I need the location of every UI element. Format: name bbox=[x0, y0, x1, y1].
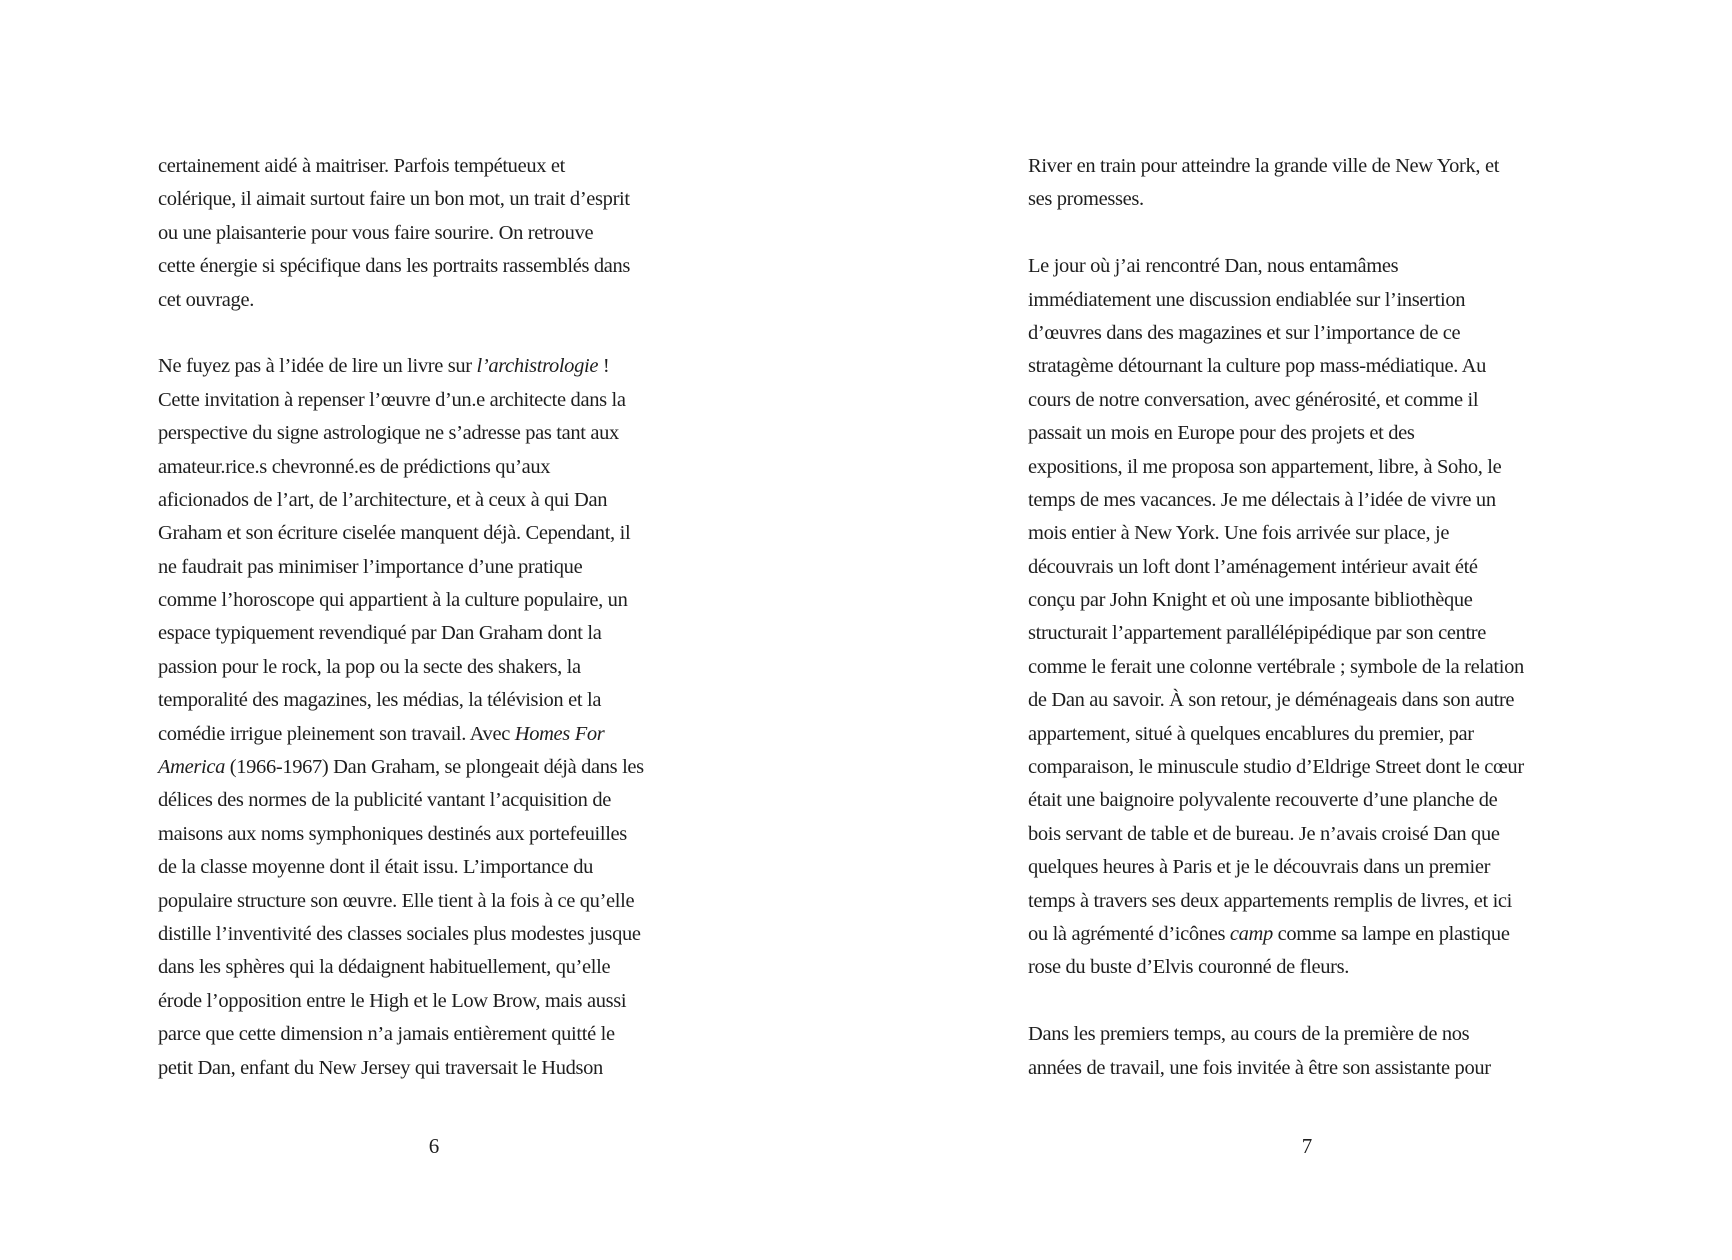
text-line bbox=[1028, 250, 1608, 283]
text: ne faudrait pas minimiser l’importance d’une pratique bbox=[158, 555, 583, 578]
text: comparaison, le minuscule studio d’Eldrige Street dont le cœur bbox=[1028, 756, 1524, 779]
italic-text: camp bbox=[1229, 922, 1273, 945]
italic-text: America bbox=[158, 756, 225, 779]
text: ou là agrémenté d’icônes bbox=[1028, 922, 1230, 945]
text-line bbox=[158, 684, 738, 717]
text-line bbox=[158, 150, 738, 183]
text-line bbox=[1028, 183, 1608, 216]
text: découvrais un loft dont l’aménagement intérieur avait été bbox=[1028, 555, 1478, 578]
text-line bbox=[1028, 384, 1608, 417]
text: perspective du signe astrologique ne s’adresse pas tant aux bbox=[158, 422, 619, 445]
text-line bbox=[158, 584, 738, 617]
text-line bbox=[1028, 517, 1608, 550]
right-page bbox=[866, 0, 1732, 1260]
text-line bbox=[158, 718, 738, 751]
text-line bbox=[158, 1052, 738, 1085]
text-line bbox=[158, 484, 738, 517]
text-line bbox=[1028, 350, 1608, 383]
text: quelques heures à Paris et je le découvrais dans un premier bbox=[1028, 856, 1491, 879]
text: conçu par John Knight et où une imposante bibliothèque bbox=[1028, 589, 1473, 612]
text: passion pour le rock, la pop ou la secte des shakers, la bbox=[158, 655, 581, 678]
paragraph bbox=[158, 350, 738, 1085]
text-line bbox=[1028, 918, 1608, 951]
text-line bbox=[1028, 617, 1608, 650]
text: River en train pour atteindre la grande ville de New York, et bbox=[1028, 155, 1500, 177]
text-line bbox=[158, 784, 738, 817]
text-line bbox=[1028, 784, 1608, 817]
text: passait un mois en Europe pour des projets et des bbox=[1028, 422, 1415, 445]
text-line bbox=[1028, 1052, 1608, 1085]
text-line bbox=[158, 551, 738, 584]
text: colérique, il aimait surtout faire un bon mot, un trait d’esprit bbox=[158, 188, 630, 211]
text: temps de mes vacances. Je me délectais à l’idée de vivre un bbox=[1028, 488, 1496, 511]
text-line bbox=[158, 851, 738, 884]
text-line bbox=[1028, 951, 1608, 984]
text-line bbox=[158, 617, 738, 650]
text: aficionados de l’art, de l’architecture, et à ceux à qui Dan bbox=[158, 488, 608, 511]
text: (1966-1967) Dan Graham, se plongeait déjà dans les bbox=[225, 756, 644, 779]
right-page-text bbox=[1028, 150, 1608, 1118]
text-line bbox=[1028, 584, 1608, 617]
text: temps à travers ses deux appartements remplis de livres, et ici bbox=[1028, 889, 1513, 912]
text: cet ouvrage. bbox=[158, 288, 254, 311]
paragraph bbox=[1028, 1018, 1608, 1085]
text-line bbox=[158, 417, 738, 450]
text: comme le ferait une colonne vertébrale ; symbole de la relation bbox=[1028, 655, 1524, 678]
text-line bbox=[1028, 651, 1608, 684]
text-line bbox=[1028, 317, 1608, 350]
text: Dans les premiers temps, au cours de la première de nos bbox=[1028, 1023, 1470, 1046]
text: ! bbox=[598, 355, 610, 378]
text: dans les sphères qui la dédaignent habituellement, qu’elle bbox=[158, 956, 611, 979]
text: temporalité des magazines, les médias, la télévision et la bbox=[158, 689, 602, 712]
text: était une baignoire polyvalente recouverte d’une planche de bbox=[1028, 789, 1498, 812]
text: ou une plaisanterie pour vous faire sourire. On retrouve bbox=[158, 221, 594, 244]
text: années de travail, une fois invitée à être son assistante pour bbox=[1028, 1056, 1491, 1079]
text-line bbox=[1028, 1018, 1608, 1051]
page-number: 6 bbox=[428, 1134, 440, 1158]
text: Cette invitation à repenser l’œuvre d’un.e architecte dans la bbox=[158, 388, 626, 411]
page-number: 7 bbox=[1301, 1134, 1313, 1158]
left-page-text bbox=[158, 150, 738, 1118]
paragraph bbox=[158, 150, 738, 317]
text: appartement, situé à quelques encablures du premier, par bbox=[1028, 722, 1474, 745]
text-line bbox=[158, 951, 738, 984]
text: rose du buste d’Elvis couronné de fleurs. bbox=[1028, 956, 1349, 979]
text: ses promesses. bbox=[1028, 188, 1144, 211]
text: délices des normes de la publicité vantant l’acquisition de bbox=[158, 789, 611, 812]
text-line bbox=[158, 284, 738, 317]
text-line bbox=[1028, 551, 1608, 584]
text: érode l’opposition entre le High et le Low Brow, mais aussi bbox=[158, 989, 627, 1012]
text: de Dan au savoir. À son retour, je déménageais dans son autre bbox=[1028, 689, 1515, 712]
text: immédiatement une discussion endiablée sur l’insertion bbox=[1028, 288, 1466, 311]
italic-text: l’archistrologie bbox=[476, 355, 599, 378]
text-line bbox=[1028, 417, 1608, 450]
text-line bbox=[1028, 284, 1608, 317]
text-line bbox=[158, 250, 738, 283]
text-line bbox=[1028, 885, 1608, 918]
text-line bbox=[1028, 851, 1608, 884]
text: stratagème détournant la culture pop mass-médiatique. Au bbox=[1028, 355, 1487, 378]
text-line bbox=[158, 818, 738, 851]
text: mois entier à New York. Une fois arrivée sur place, je bbox=[1028, 522, 1450, 545]
text-line bbox=[158, 350, 738, 383]
text: de la classe moyenne dont il était issu. L’importance du bbox=[158, 856, 594, 879]
text-line bbox=[158, 1018, 738, 1051]
text: espace typiquement revendiqué par Dan Graham dont la bbox=[158, 622, 602, 645]
text: cette énergie si spécifique dans les portraits rassemblés dans bbox=[158, 255, 631, 278]
text-line bbox=[158, 885, 738, 918]
text: d’œuvres dans des magazines et sur l’importance de ce bbox=[1028, 321, 1461, 344]
text: populaire structure son œuvre. Elle tient à la fois à ce qu’elle bbox=[158, 889, 635, 912]
italic-text: Homes For bbox=[514, 722, 605, 745]
text-line bbox=[158, 451, 738, 484]
text-line bbox=[1028, 684, 1608, 717]
text: comédie irrigue pleinement son travail. Avec bbox=[158, 722, 515, 745]
text-line bbox=[1028, 451, 1608, 484]
paragraph bbox=[1028, 250, 1608, 985]
text-line bbox=[158, 384, 738, 417]
text: Ne fuyez pas à l’idée de lire un livre sur bbox=[158, 355, 477, 378]
text: amateur.rice.s chevronné.es de prédictions qu’aux bbox=[158, 455, 551, 478]
text-line bbox=[158, 985, 738, 1018]
text: Le jour où j’ai rencontré Dan, nous entamâmes bbox=[1028, 255, 1399, 278]
text-line bbox=[158, 517, 738, 550]
text-line bbox=[1028, 751, 1608, 784]
text-line bbox=[158, 217, 738, 250]
text: comme sa lampe en plastique bbox=[1272, 922, 1510, 945]
text-line bbox=[1028, 818, 1608, 851]
text: petit Dan, enfant du New Jersey qui traversait le Hudson bbox=[158, 1056, 603, 1079]
text: distille l’inventivité des classes sociales plus modestes jusque bbox=[158, 922, 641, 945]
text-line bbox=[158, 651, 738, 684]
text: comme l’horoscope qui appartient à la culture populaire, un bbox=[158, 589, 628, 612]
text: certainement aidé à maitriser. Parfois tempétueux et bbox=[158, 155, 566, 177]
text: expositions, il me proposa son appartement, libre, à Soho, le bbox=[1028, 455, 1502, 478]
text-line bbox=[158, 183, 738, 216]
text: bois servant de table et de bureau. Je n’avais croisé Dan que bbox=[1028, 822, 1500, 845]
text-line bbox=[1028, 484, 1608, 517]
text-line bbox=[1028, 150, 1608, 183]
text: parce que cette dimension n’a jamais entièrement quitté le bbox=[158, 1023, 615, 1046]
paragraph bbox=[1028, 150, 1608, 217]
text: maisons aux noms symphoniques destinés aux portefeuilles bbox=[158, 822, 627, 845]
text-line bbox=[158, 918, 738, 951]
text: Graham et son écriture ciselée manquent déjà. Cependant, il bbox=[158, 522, 631, 545]
text: cours de notre conversation, avec générosité, et comme il bbox=[1028, 388, 1479, 411]
text-line bbox=[1028, 718, 1608, 751]
text-line bbox=[158, 751, 738, 784]
text: structurait l’appartement parallélépipédique par son centre bbox=[1028, 622, 1487, 645]
